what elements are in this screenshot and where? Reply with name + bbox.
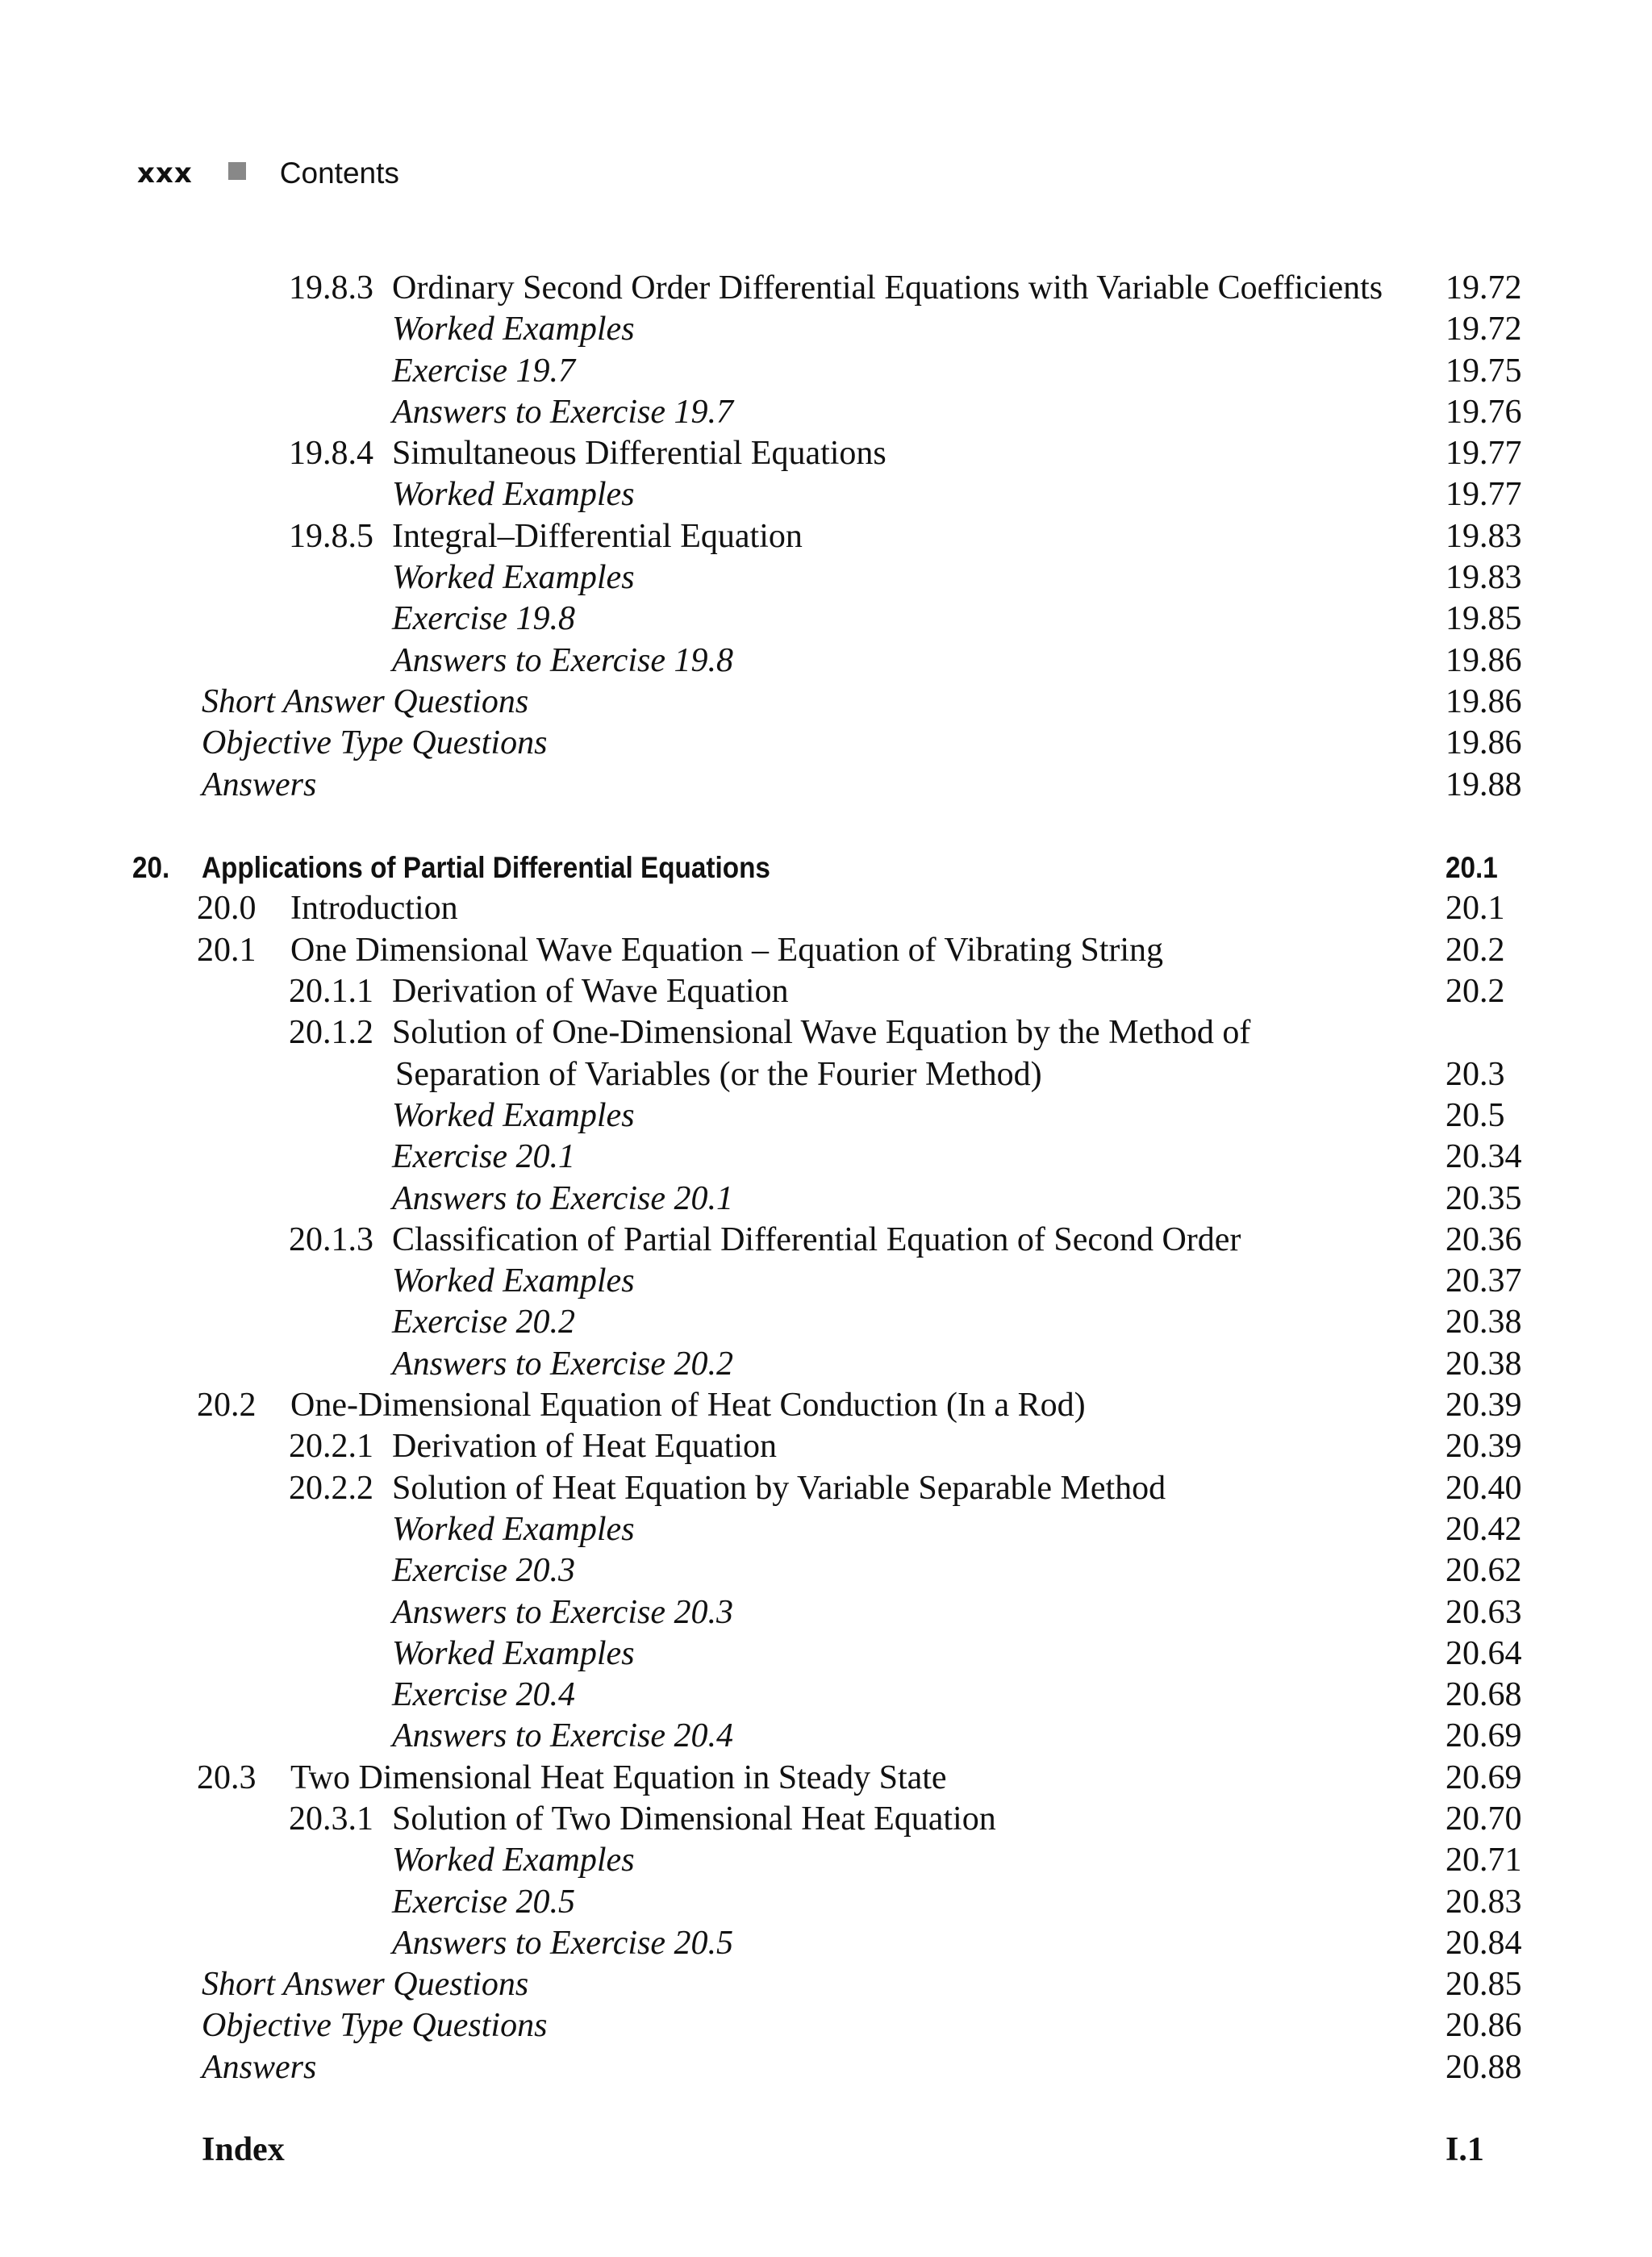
toc-row <box>0 1592 1652 1633</box>
toc-entry-page: 19.86 <box>1446 724 1522 762</box>
toc-entry-number: 19.8.3 <box>289 269 373 307</box>
toc-entry-page: 20.85 <box>1446 1966 1522 2004</box>
toc-entry-page: 20.1 <box>1446 890 1505 928</box>
toc-entry-title: Objective Type Questions <box>202 2007 548 2045</box>
page-number: xxx <box>137 157 193 190</box>
toc-row <box>0 557 1652 599</box>
toc-entry-title: Exercise 20.2 <box>392 1304 576 1341</box>
toc-entry-title: Two Dimensional Heat Equation in Steady State <box>290 1758 947 1796</box>
toc-entry-number: 20.0 <box>197 890 257 928</box>
toc-entry-title: Answers <box>202 766 317 803</box>
toc-entry-title: Worked Examples <box>392 311 635 348</box>
toc-entry-title: Exercise 19.8 <box>392 600 576 638</box>
toc-entry-title: Separation of Variables (or the Fourier Method) <box>395 1055 1042 1093</box>
toc-entry-page: 20.2 <box>1446 931 1505 969</box>
toc-row <box>0 682 1652 723</box>
toc-entry-page: 20.39 <box>1446 1428 1522 1466</box>
toc-entry-page: 20.2 <box>1446 973 1505 1011</box>
toc-row <box>0 1054 1652 1095</box>
section-gap <box>0 2088 1652 2130</box>
toc-row <box>0 2047 1652 2088</box>
section-gap <box>0 806 1652 847</box>
toc-entry-page: 20.5 <box>1446 1096 1505 1134</box>
toc-entry-title: One-Dimensional Equation of Heat Conduction (In a Rod) <box>290 1387 1086 1425</box>
toc-entry-title: Objective Type Questions <box>202 724 548 762</box>
toc-entry-title: Solution of One-Dimensional Wave Equation by the Method of <box>392 1014 1251 1052</box>
toc-row <box>0 888 1652 929</box>
toc-row <box>0 1633 1652 1675</box>
toc-entry-page: 19.76 <box>1446 393 1522 431</box>
toc-entry-page: 20.88 <box>1446 2048 1522 2086</box>
toc-entry-title: Short Answer Questions <box>202 682 529 720</box>
running-head <box>137 153 399 194</box>
toc-entry-title: Worked Examples <box>392 476 635 514</box>
toc-entry-number: 20.2.1 <box>289 1428 373 1466</box>
toc-entry-title: Worked Examples <box>392 1634 635 1672</box>
toc-entry-page: 20.69 <box>1446 1717 1522 1755</box>
toc-entry-number: 20.1.1 <box>289 973 373 1011</box>
toc-entry-number: 20.1.3 <box>289 1220 373 1258</box>
toc-entry-title: Exercise 19.7 <box>392 352 576 390</box>
toc-row <box>0 1923 1652 1964</box>
toc-entry-page: 19.77 <box>1446 476 1522 514</box>
toc-row <box>0 1179 1652 1220</box>
toc-entry-number: 19.8.5 <box>289 517 373 555</box>
toc-entry-page: 20.42 <box>1446 1510 1522 1548</box>
toc-row <box>0 1302 1652 1343</box>
toc-entry-title: Worked Examples <box>392 1842 635 1879</box>
toc-entry-title: Exercise 20.3 <box>392 1552 576 1590</box>
toc-entry-page: 20.84 <box>1446 1924 1522 1962</box>
toc-chapter-row <box>0 847 1652 888</box>
toc-entry-page: 19.86 <box>1446 641 1522 679</box>
toc-entry-title: Exercise 20.5 <box>392 1883 576 1921</box>
toc-row <box>0 1261 1652 1302</box>
toc-entry-title: Simultaneous Differential Equations <box>392 435 886 473</box>
table-of-contents <box>0 268 1652 2171</box>
toc-entry-title: Solution of Heat Equation by Variable Separable Method <box>392 1469 1166 1507</box>
toc-entry-title: Worked Examples <box>392 1510 635 1548</box>
toc-entry-title: Worked Examples <box>392 1262 635 1300</box>
running-head-title: Contents <box>279 156 399 190</box>
toc-entry-title: Exercise 20.4 <box>392 1676 576 1714</box>
toc-entry-title: Derivation of Heat Equation <box>392 1428 778 1466</box>
toc-entry-page: 19.75 <box>1446 352 1522 390</box>
toc-entry-page: 20.86 <box>1446 2007 1522 2045</box>
toc-row <box>0 1799 1652 1840</box>
toc-entry-title: Worked Examples <box>392 559 635 597</box>
toc-row <box>0 640 1652 682</box>
toc-entry-title: Ordinary Second Order Differential Equations with Variable Coefficients <box>392 269 1383 307</box>
toc-entry-page: 20.35 <box>1446 1179 1522 1217</box>
toc-entry-title: Solution of Two Dimensional Heat Equation <box>392 1800 996 1838</box>
toc-entry-page: 19.86 <box>1446 682 1522 720</box>
toc-entry-title: Exercise 20.1 <box>392 1138 576 1176</box>
toc-row <box>0 1840 1652 1881</box>
toc-row <box>0 392 1652 433</box>
toc-entry-title: Introduction <box>290 890 458 928</box>
toc-entry-page: 20.36 <box>1446 1220 1522 1258</box>
toc-entry-title: Answers to Exercise 20.4 <box>392 1717 734 1755</box>
toc-entry-page: 19.85 <box>1446 600 1522 638</box>
toc-entry-page: I.1 <box>1446 2131 1484 2169</box>
toc-row <box>0 1468 1652 1509</box>
toc-entry-title: Applications of Partial Differential Equations <box>202 851 770 885</box>
toc-row <box>0 1509 1652 1550</box>
toc-entry-page: 20.70 <box>1446 1800 1522 1838</box>
toc-entry-page: 20.83 <box>1446 1883 1522 1921</box>
toc-row <box>0 474 1652 515</box>
toc-row <box>0 723 1652 764</box>
toc-entry-page: 20.34 <box>1446 1138 1522 1176</box>
toc-entry-page: 19.72 <box>1446 311 1522 348</box>
toc-entry-title: Answers to Exercise 20.1 <box>392 1179 734 1217</box>
toc-entry-page: 20.68 <box>1446 1676 1522 1714</box>
toc-entry-number: 20.2.2 <box>289 1469 373 1507</box>
toc-row <box>0 1550 1652 1592</box>
toc-row <box>0 1220 1652 1261</box>
toc-row <box>0 765 1652 806</box>
toc-row <box>0 1758 1652 1799</box>
toc-row <box>0 971 1652 1012</box>
toc-entry-page: 20.1 <box>1446 851 1498 885</box>
toc-entry-title: Classification of Partial Differential Equation of Second Order <box>392 1220 1241 1258</box>
toc-row <box>0 1675 1652 1716</box>
toc-row <box>0 1095 1652 1137</box>
toc-entry-page: 20.40 <box>1446 1469 1522 1507</box>
toc-entry-title: Answers to Exercise 20.3 <box>392 1593 734 1631</box>
toc-entry-title: One Dimensional Wave Equation – Equation of Vibrating String <box>290 931 1164 969</box>
toc-entry-title: Short Answer Questions <box>202 1966 529 2004</box>
toc-row <box>0 1344 1652 1385</box>
toc-entry-title: Integral–Differential Equation <box>392 517 803 555</box>
toc-row <box>0 268 1652 309</box>
toc-row <box>0 1882 1652 1923</box>
toc-entry-page: 20.62 <box>1446 1552 1522 1590</box>
square-bullet-icon <box>228 162 246 180</box>
toc-entry-page: 20.38 <box>1446 1304 1522 1341</box>
toc-entry-title: Derivation of Wave Equation <box>392 973 789 1011</box>
toc-row <box>0 309 1652 350</box>
toc-entry-page: 19.88 <box>1446 766 1522 803</box>
toc-entry-number: 20. <box>132 851 170 885</box>
toc-row <box>0 1137 1652 1178</box>
toc-entry-title: Index <box>202 2131 285 2169</box>
toc-row <box>0 1012 1652 1053</box>
toc-entry-page: 20.39 <box>1446 1387 1522 1425</box>
toc-entry-page: 20.37 <box>1446 1262 1522 1300</box>
toc-entry-number: 20.3.1 <box>289 1800 373 1838</box>
toc-entry-page: 20.3 <box>1446 1055 1505 1093</box>
toc-row <box>0 1426 1652 1467</box>
toc-entry-title: Answers to Exercise 20.2 <box>392 1345 734 1383</box>
toc-entry-title: Answers to Exercise 20.5 <box>392 1924 734 1962</box>
toc-entry-page: 20.71 <box>1446 1842 1522 1879</box>
toc-entry-page: 20.38 <box>1446 1345 1522 1383</box>
toc-row <box>0 351 1652 392</box>
toc-entry-number: 19.8.4 <box>289 435 373 473</box>
toc-entry-number: 20.3 <box>197 1758 257 1796</box>
toc-row <box>0 516 1652 557</box>
toc-row <box>0 2005 1652 2046</box>
toc-entry-title: Answers to Exercise 19.8 <box>392 641 734 679</box>
toc-entry-page: 19.83 <box>1446 517 1522 555</box>
toc-entry-number: 20.1.2 <box>289 1014 373 1052</box>
toc-entry-page: 19.72 <box>1446 269 1522 307</box>
toc-entry-title: Answers to Exercise 19.7 <box>392 393 734 431</box>
toc-row <box>0 599 1652 640</box>
toc-entry-page: 20.69 <box>1446 1758 1522 1796</box>
toc-entry-number: 20.1 <box>197 931 257 969</box>
toc-entry-number: 20.2 <box>197 1387 257 1425</box>
toc-row <box>0 1964 1652 2005</box>
toc-entry-title: Worked Examples <box>392 1096 635 1134</box>
toc-row <box>0 930 1652 971</box>
toc-entry-page: 19.83 <box>1446 559 1522 597</box>
toc-row <box>0 1385 1652 1426</box>
toc-entry-page: 20.63 <box>1446 1593 1522 1631</box>
toc-entry-page: 20.64 <box>1446 1634 1522 1672</box>
toc-entry-title: Answers <box>202 2048 317 2086</box>
toc-entry-page: 19.77 <box>1446 435 1522 473</box>
toc-row <box>0 1716 1652 1757</box>
toc-index-row <box>0 2130 1652 2171</box>
toc-row <box>0 433 1652 474</box>
